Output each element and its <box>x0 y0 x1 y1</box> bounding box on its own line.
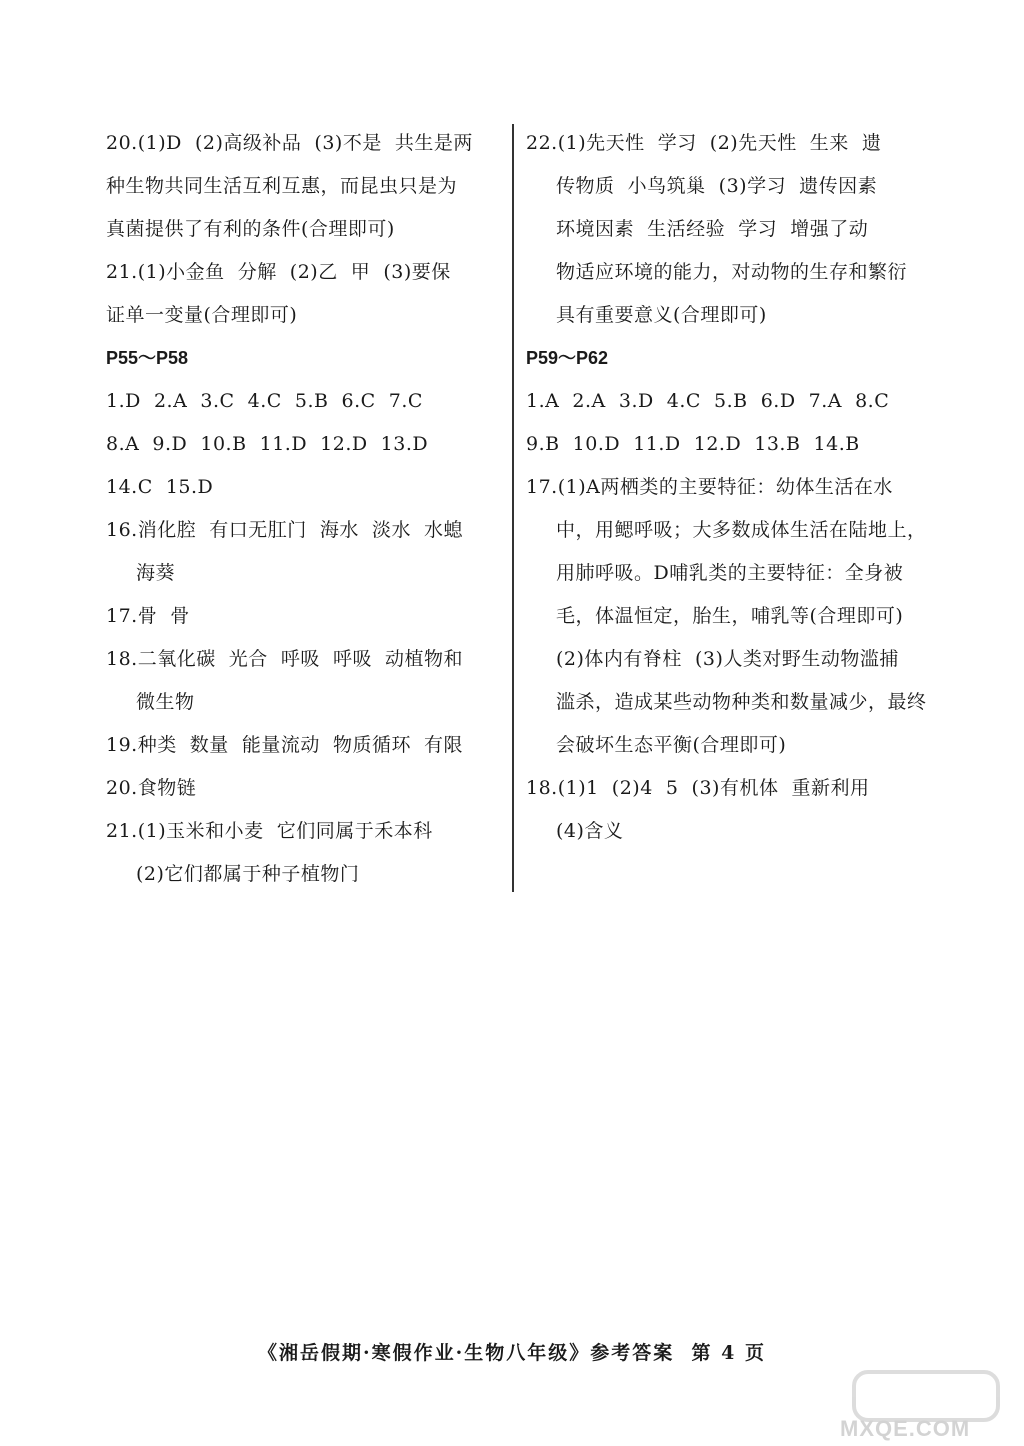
section-heading: P59～P62 <box>526 348 609 368</box>
answer-line: 传物质 小鸟筑巢 (3)学习 遗传因素 <box>556 175 878 197</box>
right-column <box>526 122 927 853</box>
answer-line: 1.A 2.A 3.D 4.C 5.B 6.D 7.A 8.C <box>526 390 890 412</box>
answer-line: 22.(1)先天性 学习 (2)先天性 生来 遗 <box>526 132 882 154</box>
column-divider <box>512 124 514 892</box>
answer-line: 18.(1)1 (2)4 5 (3)有机体 重新利用 <box>526 777 870 799</box>
answer-line: 19.种类 数量 能量流动 物质循环 有限 <box>106 734 464 756</box>
watermark-text: MXQE.COM <box>840 1416 971 1441</box>
answer-line: 21.(1)小金鱼 分解 (2)乙 甲 (3)要保 <box>106 261 451 283</box>
answer-line: 物适应环境的能力，对动物的生存和繁衍 <box>556 261 908 283</box>
answer-line: 17.(1)A两栖类的主要特征：幼体生活在水 <box>526 476 893 498</box>
page-footer: 《湘岳假期·寒假作业·生物八年级》参考答案 第 4 页 <box>258 1342 766 1364</box>
answer-line: 中，用鳃呼吸；大多数成体生活在陆地上， <box>556 519 927 541</box>
answer-line: 环境因素 生活经验 学习 增强了动 <box>556 218 869 240</box>
answer-line: 17.骨 骨 <box>106 605 190 627</box>
answer-line: 种生物共同生活互利互惠，而昆虫只是为 <box>106 175 458 197</box>
answer-line: 18.二氧化碳 光合 呼吸 呼吸 动植物和 <box>106 648 464 670</box>
answer-line: (4)含义 <box>556 820 624 842</box>
answer-line: 证单一变量(合理即可) <box>106 304 298 326</box>
answer-line: 1.D 2.A 3.C 4.C 5.B 6.C 7.C <box>106 390 423 412</box>
answer-line: 8.A 9.D 10.B 11.D 12.D 13.D <box>106 433 429 455</box>
left-column <box>106 122 498 896</box>
answer-line: 会破坏生态平衡(合理即可) <box>556 734 787 756</box>
answer-line: 9.B 10.D 11.D 12.D 13.B 14.B <box>526 433 860 455</box>
answer-line: 真菌提供了有利的条件(合理即可) <box>106 218 395 240</box>
watermark-logo <box>812 1370 1012 1442</box>
answer-line: 海葵 <box>136 562 176 584</box>
answer-line: 微生物 <box>136 691 195 713</box>
section-heading: P55～P58 <box>106 348 189 368</box>
answer-line: 毛，体温恒定，胎生，哺乳等(合理即可) <box>556 605 904 627</box>
answer-line: (2)它们都属于种子植物门 <box>136 863 360 885</box>
answer-line: 21.(1)玉米和小麦 它们同属于禾本科 <box>106 820 433 842</box>
answer-line: 14.C 15.D <box>106 476 214 498</box>
answer-line: 16.消化腔 有口无肛门 海水 淡水 水螅 <box>106 519 464 541</box>
answer-line: 20.食物链 <box>106 777 197 799</box>
answer-line: 滥杀，造成某些动物种类和数量减少，最终 <box>556 691 927 713</box>
watermark-mark <box>852 1370 1000 1422</box>
answer-line: 用肺呼吸。D哺乳类的主要特征：全身被 <box>556 562 904 584</box>
answer-line: (2)体内有脊柱 (3)人类对野生动物滥捕 <box>556 648 899 670</box>
answer-line: 20.(1)D (2)高级补品 (3)不是 共生是两 <box>106 132 473 154</box>
answer-line: 具有重要意义(合理即可) <box>556 304 767 326</box>
